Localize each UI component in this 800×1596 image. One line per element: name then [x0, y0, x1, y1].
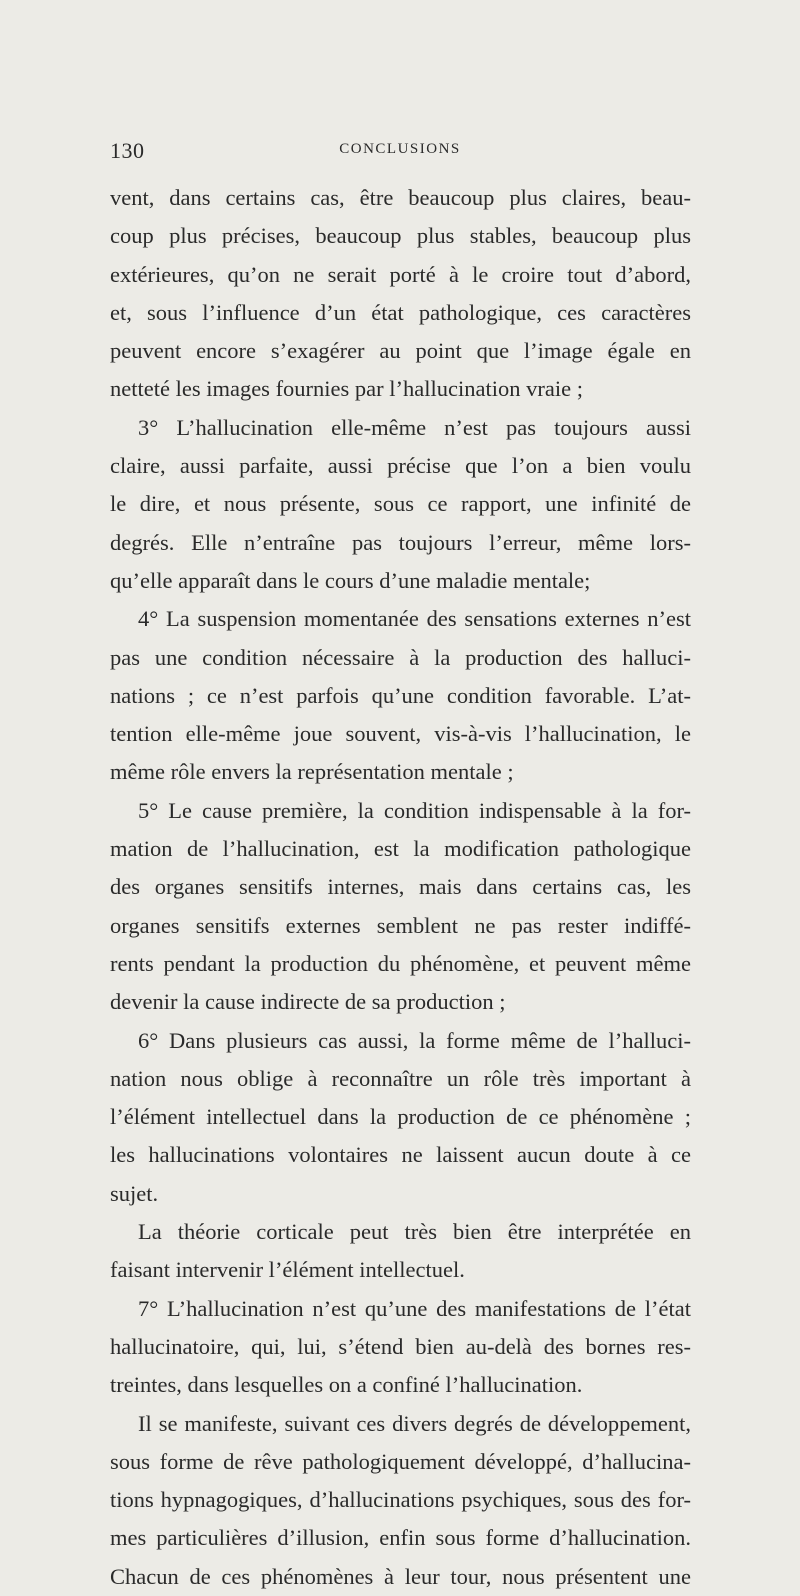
text-line: sous forme de rêve pathologiquement développé, d’hallucina-	[110, 1448, 691, 1474]
text-line: nations ; ce n’est parfois qu’une condition favorable. L’at-	[110, 682, 691, 708]
text-line: mes particulières d’illusion, enfin sous forme d’hallucination.	[110, 1525, 691, 1551]
text-line: peuvent encore s’exagérer au point que l’image égale en	[110, 338, 691, 364]
text-line: le dire, et nous présente, sous ce rapport, une infinité de	[110, 491, 691, 517]
text-line: La théorie corticale peut très bien être interprétée en	[138, 1219, 691, 1245]
text-line: claire, aussi parfaite, aussi précise que l’on a bien voulu	[110, 453, 691, 479]
text-line: degrés. Elle n’entraîne pas toujours l’erreur, même lors-	[110, 529, 691, 555]
text-line: des organes sensitifs internes, mais dans certains cas, les	[110, 874, 691, 900]
text-line: nation nous oblige à reconnaître un rôle très important à	[110, 1065, 691, 1091]
page-number: 130	[110, 138, 145, 163]
text-line: faisant intervenir l’élément intellectuel.	[110, 1257, 465, 1283]
text-line: l’élément intellectuel dans la production de ce phénomène ;	[110, 1104, 691, 1130]
text-line: 3° L’hallucination elle-même n’est pas toujours aussi	[138, 414, 691, 440]
text-line: rents pendant la production du phénomène, et peuvent même	[110, 950, 691, 976]
text-line: hallucinatoire, qui, lui, s’étend bien au-delà des bornes res-	[110, 1333, 691, 1359]
text-line: 4° La suspension momentanée des sensations externes n’est	[138, 606, 691, 632]
text-line: devenir la cause indirecte de sa production ;	[110, 989, 506, 1015]
text-line: vent, dans certains cas, être beaucoup plus claires, beau-	[110, 185, 691, 210]
text-line: coup plus précises, beaucoup plus stables, beaucoup plus	[110, 223, 691, 249]
text-line: les hallucinations volontaires ne laissent aucun doute à ce	[110, 1142, 691, 1168]
text-line: extérieures, qu’on ne serait porté à le croire tout d’abord,	[110, 261, 691, 287]
text-line: Chacun de ces phénomènes à leur tour, nous présentent une	[110, 1563, 691, 1589]
text-line: pas une condition nécessaire à la production des halluci-	[110, 644, 691, 670]
body-text	[110, 179, 691, 1596]
text-line: Il se manifeste, suivant ces divers degrés de développement,	[138, 1410, 691, 1436]
text-line: tions hypnagogiques, d’hallucinations psychiques, sous des for-	[110, 1487, 691, 1513]
text-line: organes sensitifs externes semblent ne pas rester indiffé-	[110, 912, 691, 938]
text-line: 7° L’hallucination n’est qu’une des manifestations de l’état	[138, 1295, 691, 1321]
section-title: CONCLUSIONS	[339, 141, 461, 157]
text-line: même rôle envers la représentation mentale ;	[110, 759, 514, 785]
text-line: treintes, dans lesquelles on a confiné l’hallucination.	[110, 1372, 583, 1398]
text-line: 5° Le cause première, la condition indispensable à la for-	[138, 797, 691, 823]
text-line: mation de l’hallucination, est la modification pathologique	[110, 836, 691, 862]
text-line: netteté les images fournies par l’hallucination vraie ;	[110, 376, 583, 402]
text-line: qu’elle apparaît dans le cours d’une maladie mentale;	[110, 567, 591, 593]
running-head	[110, 138, 690, 162]
text-line: tention elle-même joue souvent, vis-à-vis l’hallucination, le	[110, 721, 691, 747]
text-line: et, sous l’influence d’un état pathologique, ces caractères	[110, 299, 691, 325]
text-line: 6° Dans plusieurs cas aussi, la forme même de l’halluci-	[138, 1027, 691, 1053]
text-line: sujet.	[110, 1180, 159, 1206]
